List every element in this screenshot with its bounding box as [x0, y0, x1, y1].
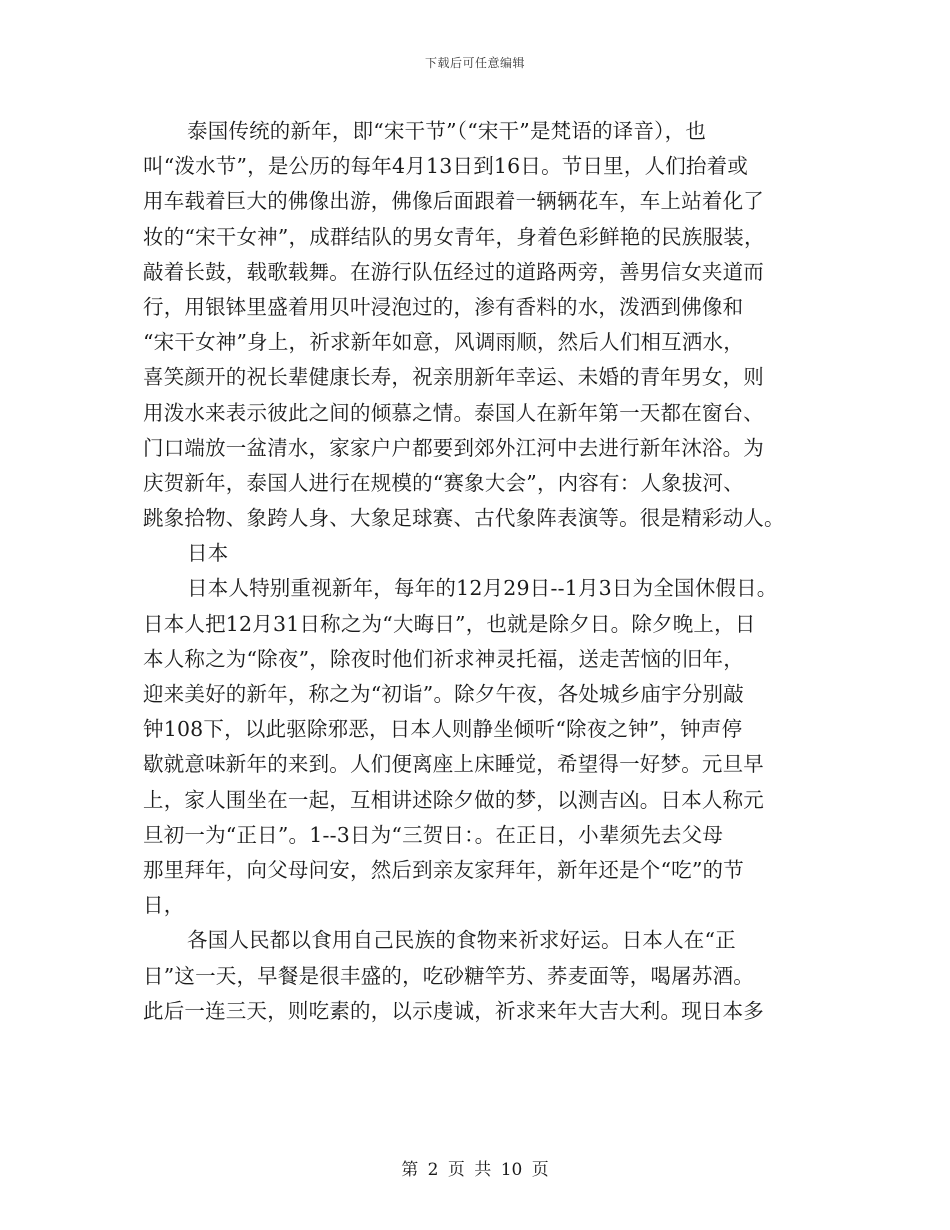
text-line: “宋干女神”身上，祈求新年如意，风调雨顺，然后人们相互洒水， — [143, 330, 744, 355]
text-line: 此后一连三天，则吃素的，以示虔诚，祈求来年大吉大利。现日本多 — [143, 998, 764, 1023]
text-line: 日本人把12月31日称之为“大晦日”，也就是除夕日。除夕晚上，日 — [143, 611, 756, 636]
text-line: 本人称之为“除夜”，除夜时他们祈求神灵托福，送走苦恼的旧年， — [143, 646, 744, 671]
text-line: 用泼水来表示彼此之间的倾慕之情。泰国人在新年第一天都在窗台、 — [143, 400, 764, 425]
text-line: 日”这一天，早餐是很丰盛的，吃砂糖竿艻、荞麦面等，喝屠苏酒。 — [143, 963, 754, 988]
text-line: 旦初一为“正日”。1--3日为“三贺日：。在正日，小辈须先去父母 — [143, 822, 724, 847]
text-line: 敲着长鼓，载歌载舞。在游行队伍经过的道路两旁，善男信女夹道而 — [143, 259, 764, 284]
text-line: 泰国传统的新年，即“宋干节”（“宋干”是梵语的译音），也 — [187, 119, 707, 143]
text-line: 各国人民都以食用自己民族的食物来祈求好运。日本人在“正 — [187, 928, 736, 953]
text-line: 跳象拾物、象跨人身、大象足球赛、古代象阵表演等。很是精彩动人。 — [143, 506, 785, 531]
text-line: 日， — [143, 893, 185, 918]
page-number-footer: 第 2 页 共 10 页 — [401, 1160, 549, 1180]
text-line: 用车载着巨大的佛像出游，佛像后面跟着一辆辆花车，车上站着化了 — [143, 189, 764, 214]
text-line: 那里拜年，向父母问安，然后到亲友家拜年，新年还是个“吃”的节 — [143, 857, 744, 882]
text-line: 钟108下，以此驱除邪恶，日本人则静坐倾听“除夜之钟”，钟声停 — [143, 717, 743, 742]
text-line: 妆的“宋干女神”，成群结队的男女青年，身着色彩鲜艳的民族服装， — [143, 224, 765, 249]
text-line: 迎来美好的新年，称之为“初诣”。除夕午夜，各处城乡庙宇分别敲 — [143, 682, 744, 706]
text-line: 喜笑颜开的祝长辈健康长寿，祝亲朋新年幸运、未婚的青年男女，则 — [143, 365, 764, 390]
text-line: 日本 — [187, 541, 229, 566]
document-body — [143, 114, 823, 1029]
text-line: 歇就意味新年的来到。人们便离座上床睡觉，希望得一好梦。元旦早 — [143, 752, 764, 777]
text-line: 上，家人围坐在一起，互相讲述除夕做的梦，以测吉凶。日本人称元 — [143, 787, 764, 812]
text-line: 庆贺新年，泰国人进行在规模的“赛象大会”，内容有：人象拔河、 — [143, 470, 744, 495]
text-line: 行，用银钵里盛着用贝叶浸泡过的，渗有香料的水，泼洒到佛像和 — [143, 294, 744, 319]
text-line: 日本人特别重视新年，每年的12月29日--1月3日为全国休假日。 — [187, 576, 778, 601]
text-line: 叫“泼水节”，是公历的每年4月13日到16日。节日里，人们抬着或 — [143, 154, 749, 179]
text-line: 门口端放一盆清水，家家户户都要到郊外江河中去进行新年沐浴。为 — [143, 435, 764, 460]
page-header: 下载后可任意编辑 — [424, 56, 525, 70]
